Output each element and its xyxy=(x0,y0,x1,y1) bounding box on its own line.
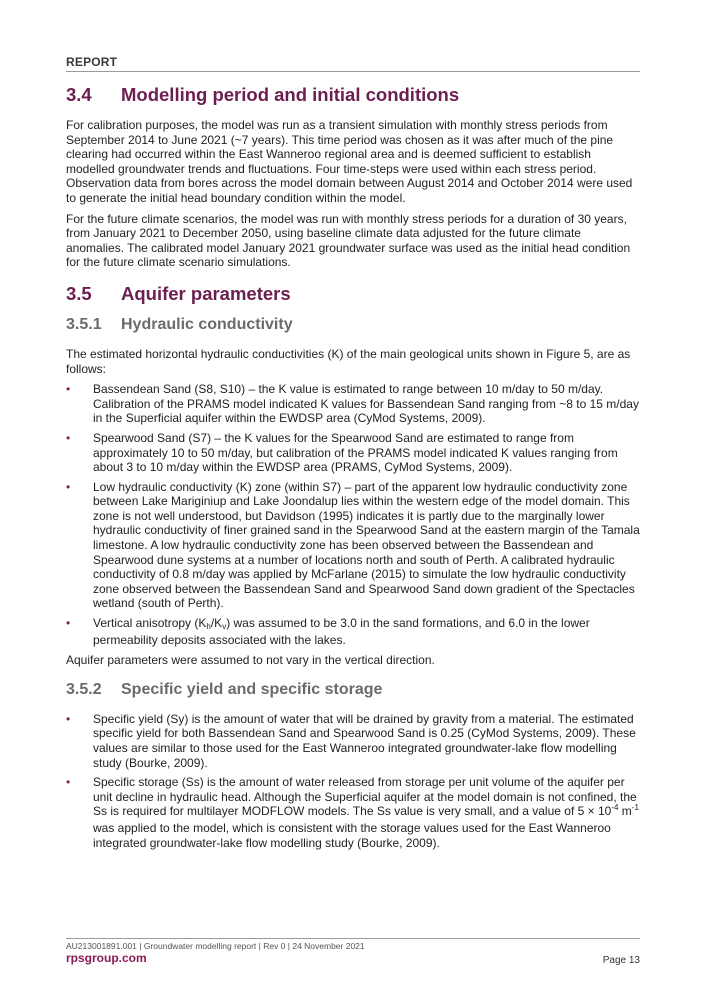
footer-brand-link[interactable]: rpsgroup.com xyxy=(66,951,147,965)
footer-divider xyxy=(66,938,640,939)
page-number: Page 13 xyxy=(602,955,640,966)
bullet-icon: • xyxy=(66,430,71,445)
subsection-heading-3-5-1 xyxy=(66,315,642,335)
report-header-label: REPORT xyxy=(66,55,118,69)
list-item-text: Bassendean Sand (S8, S10) – the K value is estimated to range between 10 m/day to 50 m/day. Calibration of the PRAMS model indicated K values for Bassendean Sand ranging from ~8 to 15 m/day in the Superficial aquifer within the EWDSP area (CyMod Systems, 2009). xyxy=(93,382,639,426)
list-item xyxy=(66,712,642,770)
page-content xyxy=(66,84,642,850)
paragraph-future-climate: For the future climate scenarios, the model was run with monthly stress periods for a duration of 30 years, from January 2021 to December 2050, using baseline climate data adjusted for the future climate anomalies. The calibrated model January 2021 groundwater surface was used as the initial head condition for the future climate scenario simulations. xyxy=(66,211,631,270)
k-bullet-list xyxy=(66,382,642,647)
bullet-icon: • xyxy=(66,616,71,631)
bullet-icon: • xyxy=(66,479,71,494)
section-number: 3.5 xyxy=(66,282,92,304)
list-item-text: Low hydraulic conductivity (K) zone (within S7) – part of the apparent low hydraulic conductivity zone between Lake Mariginiup and Lake Joondalup lies within the western edge of the model domain. This zone is not well understood, but Davidson (1995) indicates it is partly due to the marginally lower hydraulic conductivity of finer grained sand in the Spearwood Sand at the eastern margin of the Tamala limestone. A low hydraulic conductivity zone has been observed between the Bassendean and Spearwood dune systems at a number of locations north and south of Perth. A calibrated hydraulic conductivity of 0.8 m/day was applied by McFarlane (2015) to simulate the low hydraulic conductivity zone observed between the Bassendean Sand and Spearwood Sand down gradient of the Spectacles wetland (south of Perth). xyxy=(93,479,640,611)
list-item xyxy=(66,616,642,647)
section-title: Aquifer parameters xyxy=(121,282,291,304)
bullet-icon: • xyxy=(66,775,71,790)
subsection-title: Specific yield and specific storage xyxy=(121,680,383,698)
paragraph-k-intro: The estimated horizontal hydraulic conductivities (K) of the main geological units shown in Figure 5, are as follows: xyxy=(66,346,631,376)
list-item-text: Specific yield (Sy) is the amount of water that will be drained by gravity from a material. The estimated specific yield for both Bassendean Sand and Spearwood Sand is 0.25 (CyMod Systems, 2009). These values are similar to those used for the East Wanneroo integrated groundwater-lake flow modelling study (Bourke, 2009). xyxy=(93,711,636,770)
section-number: 3.4 xyxy=(66,84,92,105)
header-divider xyxy=(66,71,640,72)
footer-document-info: AU213001891.001 | Groundwater modelling report | Rev 0 | 24 November 2021 xyxy=(66,941,365,951)
bullet-icon: • xyxy=(66,711,71,726)
list-item-text: Spearwood Sand (S7) – the K values for the Spearwood Sand are estimated to range from approximately 10 to 50 m/day, but calibration of the PRAMS model indicated K values ranging from about 3 to 10 m/day within the EWDSP area (PRAMS, CyMod Systems, 2009). xyxy=(93,430,618,475)
subsection-heading-3-5-2 xyxy=(66,680,642,700)
paragraph-vertical-direction: Aquifer parameters were assumed to not vary in the vertical direction. xyxy=(66,653,435,668)
paragraph-calibration: For calibration purposes, the model was run as a transient simulation with monthly stress periods from September 2014 to June 2021 (~7 years). This time period was chosen as it was after much of the pine clearing had occurred within the East Wanneroo regional area and is deemed sufficient to establish modelled groundwater trends and fluctuations. Four time-steps were used within each stress period. Observation data from bores across the model domain between August 2014 and October 2014 were used to generate the initial head boundary condition within the model. xyxy=(66,118,633,205)
storage-bullet-list xyxy=(66,712,642,850)
list-item xyxy=(66,431,642,475)
list-item-text: Vertical anisotropy (Kh/Kv) was assumed to be 3.0 in the sand formations, and 6.0 in the lower permeability deposits associated with the lakes. xyxy=(93,616,590,647)
section-heading-3-5 xyxy=(66,283,642,305)
list-item-text: Specific storage (Ss) is the amount of water released from storage per unit volume of the aquifer per unit decline in hydraulic head. Although the Superficial aquifer at the model domain is not confined, the Ss is required for multilayer MODFLOW models. The Ss value is very small, and a value of $5 \times 10^{-4}$ $m^{-1}$ was applied to the model, which is consistent with the storage values used for the East Wanneroo integrated groundwater-lake flow modelling study (Bourke, 2009). xyxy=(93,775,639,850)
bullet-icon: • xyxy=(66,382,71,397)
list-item xyxy=(66,775,642,850)
list-item xyxy=(66,480,642,611)
section-heading-3-4 xyxy=(66,84,642,106)
subsection-title: Hydraulic conductivity xyxy=(121,315,293,333)
subsection-number: 3.5.1 xyxy=(66,315,102,333)
list-item xyxy=(66,382,642,426)
subsection-number: 3.5.2 xyxy=(66,680,102,698)
section-title: Modelling period and initial conditions xyxy=(121,84,460,105)
